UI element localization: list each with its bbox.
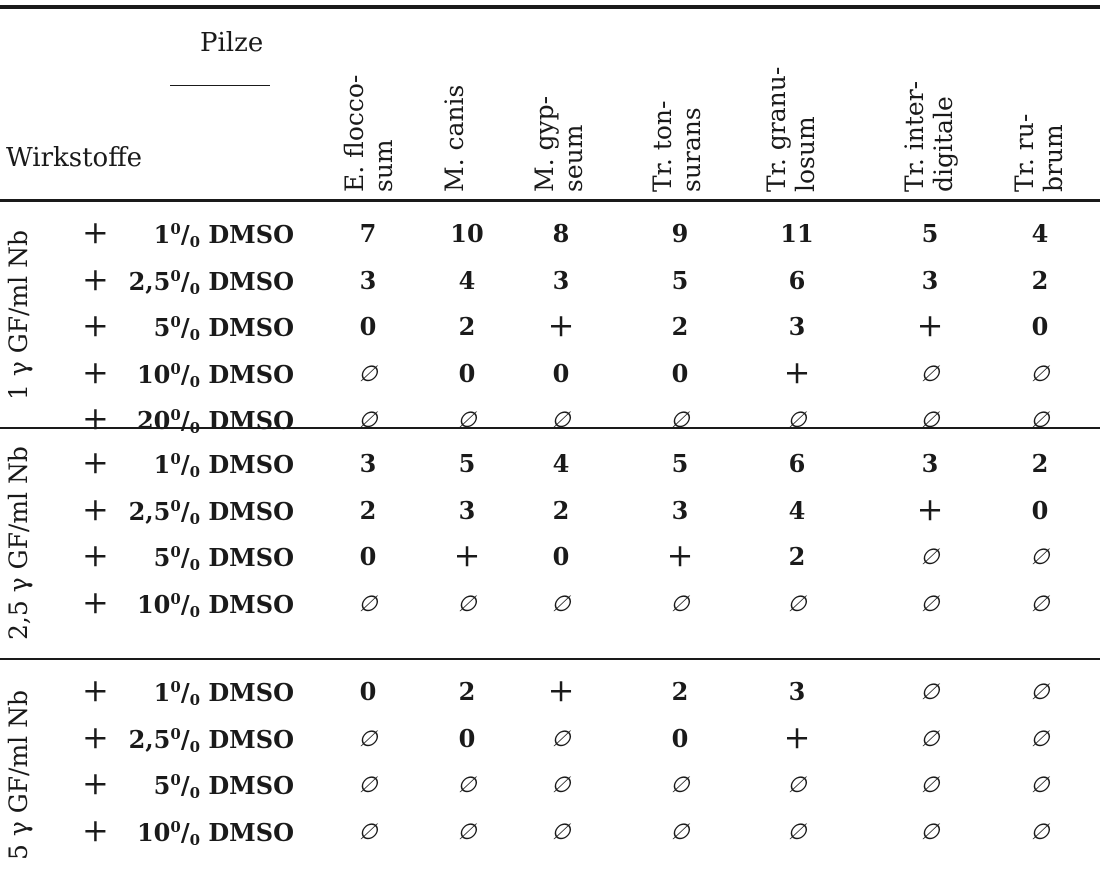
percent-numerator: 0: [170, 359, 181, 378]
plus-sign: +: [82, 536, 109, 574]
percent-slash: /: [180, 543, 190, 572]
concentration-value: 2,5: [128, 496, 171, 526]
table-cell: 10: [450, 219, 484, 248]
table-cell: 3: [788, 677, 806, 706]
concentration-value: 2,5: [128, 724, 171, 754]
column-header-line: sum: [369, 139, 398, 192]
table-cell: 4: [1031, 219, 1049, 248]
table-cell: 3: [359, 265, 377, 295]
column-header-line: Tr. ton-: [648, 100, 677, 192]
table-cell: ∅: [1030, 361, 1050, 387]
group-label: 1 γ GF/ml Nb: [4, 229, 33, 400]
percent-denominator: 0: [189, 784, 201, 802]
table-cell: 5: [671, 449, 689, 478]
table-cell: 0: [1031, 495, 1049, 525]
table-cell: 5: [671, 265, 689, 295]
table-cell: ∅: [920, 819, 940, 845]
corner-bottom-label: Wirkstoffe: [6, 143, 143, 173]
percent-slash: /: [180, 817, 190, 847]
unit-label: DMSO: [200, 313, 294, 342]
corner-top-label: Pilze: [200, 28, 264, 58]
table-cell: ∅: [358, 726, 378, 752]
concentration-value: 20: [136, 406, 171, 435]
plus-sign: +: [82, 443, 109, 481]
percent-denominator: 0: [189, 279, 201, 298]
plus-sign: +: [82, 764, 109, 802]
table-cell: ∅: [920, 408, 940, 433]
percent-denominator: 0: [189, 326, 201, 344]
table-cell: 2: [458, 312, 476, 341]
table-cell: 0: [552, 542, 570, 571]
unit-label: DMSO: [200, 817, 294, 847]
table-cell: ∅: [670, 773, 690, 798]
table-cell: ∅: [920, 591, 940, 617]
column-header-line: brum: [1039, 124, 1068, 192]
table-cell: 2: [671, 677, 689, 706]
percent-numerator: 0: [170, 313, 181, 331]
percent-numerator: 0: [170, 543, 181, 561]
table-cell: 0: [359, 677, 377, 706]
table-cell: 6: [788, 265, 806, 295]
percent-slash: /: [180, 678, 190, 707]
table-cell: 7: [359, 219, 377, 248]
percent-numerator: 0: [170, 678, 181, 696]
column-header-line: surans: [677, 107, 706, 192]
concentration-label: [104, 545, 294, 573]
table-cell: ∅: [457, 773, 477, 798]
column-header-line: Tr. inter-: [900, 80, 929, 192]
table-cell: ∅: [1030, 680, 1050, 705]
plus-sign: +: [82, 717, 109, 756]
concentration-label: [104, 680, 294, 708]
table-cell: 2: [1031, 265, 1049, 295]
plus-sign: +: [82, 671, 109, 709]
table-cell: 5: [921, 219, 939, 248]
column-header-line: Tr. granu-: [762, 66, 791, 192]
unit-label: DMSO: [200, 450, 294, 479]
table-cell: 2: [1031, 449, 1049, 478]
table-cell: 6: [788, 449, 806, 478]
unit-label: DMSO: [200, 589, 294, 619]
table-cell: ∅: [920, 773, 940, 798]
unit-label: DMSO: [200, 220, 294, 249]
plus-sign: +: [82, 259, 109, 298]
percent-slash: /: [180, 496, 190, 526]
percent-denominator: 0: [189, 463, 201, 481]
table-cell: 2: [359, 495, 377, 525]
percent-denominator: 0: [189, 419, 201, 437]
table-cell: ∅: [1030, 591, 1050, 617]
table-cell: ∅: [920, 545, 940, 570]
concentration-label: [104, 496, 294, 528]
column-header: [648, 101, 706, 192]
table-cell: +: [783, 717, 811, 756]
column-header-line: seum: [559, 124, 588, 192]
percent-numerator: 0: [170, 496, 181, 515]
group-label: 2,5 γ GF/ml Nb: [4, 446, 33, 640]
table-cell: ∅: [551, 773, 571, 798]
plus-sign: +: [82, 810, 109, 849]
percent-numerator: 0: [170, 771, 181, 789]
concentration-value: 1: [153, 220, 171, 249]
concentration-label: [104, 222, 294, 250]
table-cell: ∅: [457, 408, 477, 433]
percent-numerator: 0: [170, 406, 181, 424]
concentration-value: 10: [136, 589, 171, 619]
table-cell: +: [666, 536, 694, 574]
column-header: [440, 85, 469, 192]
table-cell: 0: [552, 358, 570, 388]
percent-slash: /: [180, 406, 190, 435]
percent-denominator: 0: [189, 830, 201, 849]
concentration-value: 10: [136, 359, 171, 389]
table-cell: ∅: [358, 361, 378, 387]
percent-slash: /: [180, 450, 190, 479]
plus-sign: +: [82, 582, 109, 621]
concentration-label: [104, 452, 294, 480]
plus-sign: +: [82, 213, 109, 251]
table-cell: ∅: [787, 408, 807, 433]
table-cell: 0: [671, 723, 689, 753]
table-cell: ∅: [787, 773, 807, 798]
table-cell: ∅: [670, 591, 690, 617]
table-cell: 0: [1031, 312, 1049, 341]
table-cell: 0: [671, 358, 689, 388]
column-header: [340, 75, 398, 192]
table-cell: 9: [671, 219, 689, 248]
unit-label: DMSO: [200, 543, 294, 572]
concentration-label: [104, 773, 294, 801]
top-rule: [0, 5, 1100, 9]
table-cell: 3: [458, 495, 476, 525]
percent-numerator: 0: [170, 817, 181, 836]
percent-denominator: 0: [189, 372, 201, 391]
concentration-label: [104, 266, 294, 298]
unit-label: DMSO: [200, 678, 294, 707]
unit-label: DMSO: [200, 266, 294, 296]
table-cell: ∅: [457, 819, 477, 845]
percent-numerator: 0: [170, 724, 181, 743]
table-cell: ∅: [1030, 408, 1050, 433]
concentration-value: 2,5: [128, 266, 171, 296]
column-header-line: digitale: [929, 96, 958, 192]
column-header: [1010, 114, 1068, 192]
percent-numerator: 0: [170, 266, 181, 285]
column-header: [530, 96, 588, 192]
percent-numerator: 0: [170, 589, 181, 608]
column-header-line: E. flocco-: [340, 74, 369, 192]
table-cell: ∅: [358, 773, 378, 798]
percent-slash: /: [180, 313, 190, 342]
table-cell: 0: [359, 312, 377, 341]
percent-denominator: 0: [189, 691, 201, 709]
concentration-value: 5: [153, 543, 171, 572]
concentration-label: [104, 724, 294, 756]
table-cell: ∅: [551, 591, 571, 617]
table-cell: 8: [552, 219, 570, 248]
percent-numerator: 0: [170, 450, 181, 468]
table-cell: 2: [552, 495, 570, 525]
concentration-label: [104, 408, 294, 436]
table-cell: +: [453, 536, 481, 574]
column-header-line: Tr. ru-: [1010, 113, 1039, 192]
table-cell: 4: [458, 265, 476, 295]
concentration-value: 5: [153, 771, 171, 800]
percent-denominator: 0: [189, 602, 201, 621]
table-cell: +: [916, 489, 944, 528]
table-cell: +: [916, 306, 944, 344]
concentration-label: [104, 817, 294, 849]
table-cell: ∅: [358, 591, 378, 617]
concentration-value: 1: [153, 678, 171, 707]
percent-slash: /: [180, 771, 190, 800]
table-cell: ∅: [920, 361, 940, 387]
plus-sign: +: [82, 352, 109, 391]
unit-label: DMSO: [200, 771, 294, 800]
unit-label: DMSO: [200, 496, 294, 526]
table-cell: 2: [788, 542, 806, 571]
table-cell: +: [547, 306, 575, 344]
table-cell: 5: [458, 449, 476, 478]
unit-label: DMSO: [200, 359, 294, 389]
table-cell: 0: [458, 723, 476, 753]
column-header: [762, 67, 820, 192]
table-cell: ∅: [670, 819, 690, 845]
percent-slash: /: [180, 220, 190, 249]
column-header-line: M. gyp-: [530, 95, 559, 192]
group-label: 5 γ GF/ml Nb: [4, 689, 33, 860]
corner-diagonal-line: [170, 85, 270, 86]
concentration-value: 5: [153, 313, 171, 342]
table-cell: +: [783, 352, 811, 391]
table-cell: ∅: [358, 408, 378, 433]
column-header: [900, 81, 958, 192]
table-cell: 2: [458, 677, 476, 706]
table-cell: ∅: [670, 408, 690, 433]
plus-sign: +: [82, 489, 109, 528]
table-cell: 11: [780, 219, 814, 248]
table-cell: ∅: [1030, 773, 1050, 798]
percent-denominator: 0: [189, 233, 201, 251]
table-cell: +: [547, 671, 575, 709]
table-cell: ∅: [787, 819, 807, 845]
header-rule: [0, 199, 1100, 202]
table-cell: 4: [552, 449, 570, 478]
unit-label: DMSO: [200, 724, 294, 754]
concentration-value: 1: [153, 450, 171, 479]
column-header-line: M. canis: [440, 84, 469, 192]
unit-label: DMSO: [200, 406, 294, 435]
percent-denominator: 0: [189, 509, 201, 528]
percent-slash: /: [180, 359, 190, 389]
table-cell: 3: [671, 495, 689, 525]
table-cell: 3: [359, 449, 377, 478]
table-cell: 2: [671, 312, 689, 341]
plus-sign: +: [82, 399, 109, 437]
table-cell: ∅: [1030, 545, 1050, 570]
percent-denominator: 0: [189, 556, 201, 574]
concentration-label: [104, 315, 294, 343]
column-header-line: losum: [791, 116, 820, 192]
concentration-label: [104, 589, 294, 621]
table-cell: 0: [359, 542, 377, 571]
plus-sign: +: [82, 306, 109, 344]
table-cell: ∅: [551, 408, 571, 433]
table-cell: 3: [552, 265, 570, 295]
table-cell: ∅: [457, 591, 477, 617]
table-cell: 4: [788, 495, 806, 525]
table-cell: ∅: [787, 591, 807, 617]
table-cell: 3: [788, 312, 806, 341]
percent-denominator: 0: [189, 737, 201, 756]
table-cell: 3: [921, 265, 939, 295]
table-cell: ∅: [1030, 726, 1050, 752]
concentration-label: [104, 359, 294, 391]
group-separator: [0, 658, 1100, 660]
table-cell: 0: [458, 358, 476, 388]
table-cell: ∅: [551, 726, 571, 752]
concentration-value: 10: [136, 817, 171, 847]
table-cell: ∅: [358, 819, 378, 845]
percent-slash: /: [180, 589, 190, 619]
table-cell: ∅: [920, 680, 940, 705]
percent-numerator: 0: [170, 220, 181, 238]
percent-slash: /: [180, 724, 190, 754]
table-cell: ∅: [920, 726, 940, 752]
percent-slash: /: [180, 266, 190, 296]
table-cell: ∅: [1030, 819, 1050, 845]
table-cell: 3: [921, 449, 939, 478]
table-cell: ∅: [551, 819, 571, 845]
